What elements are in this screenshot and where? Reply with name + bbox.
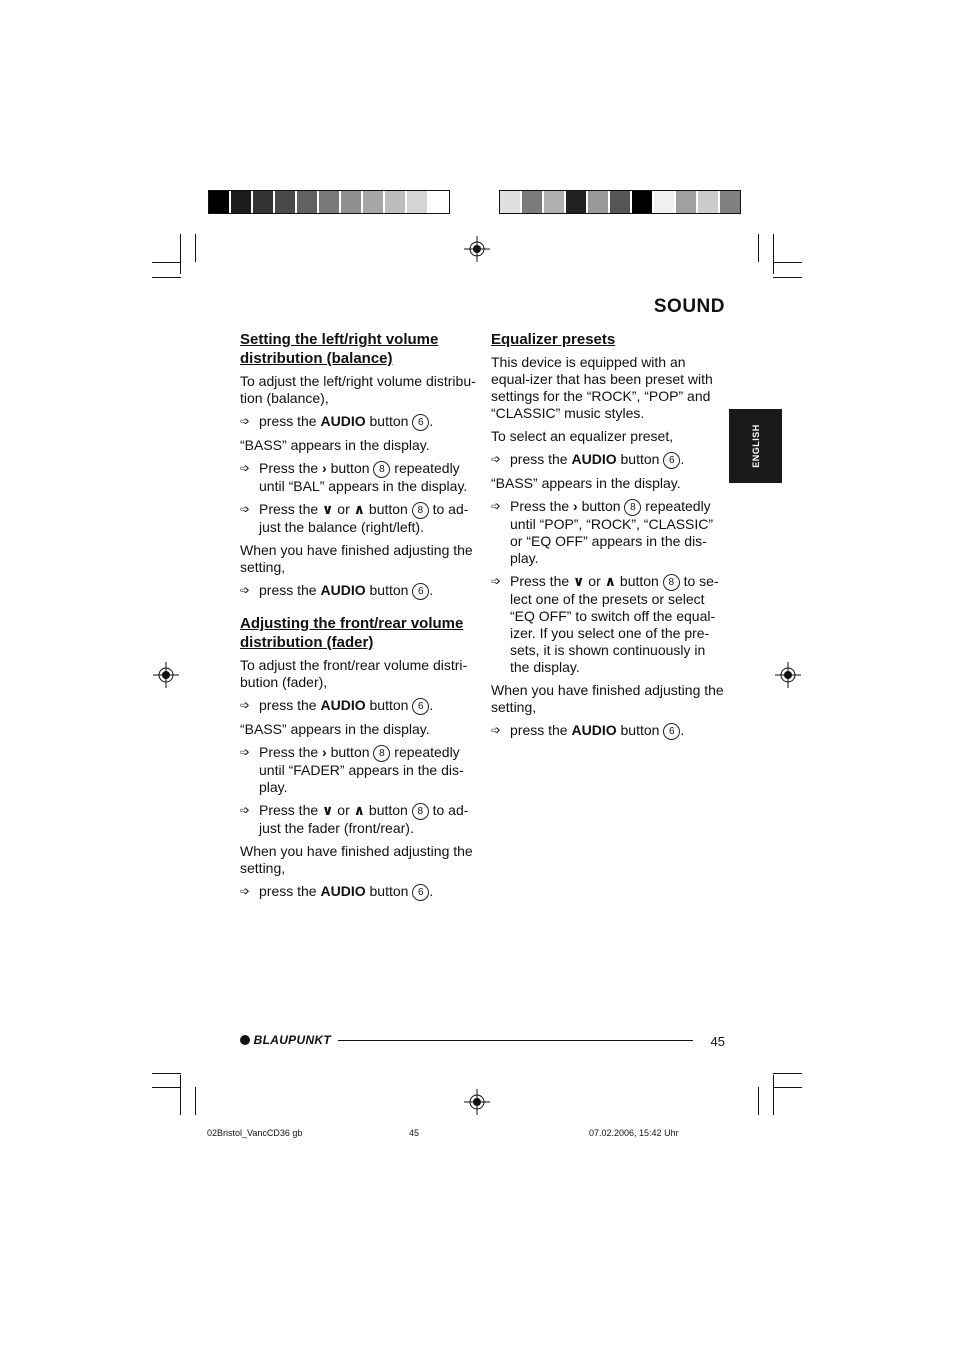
step-text: button <box>365 697 413 713</box>
button-name: AUDIO <box>320 582 366 598</box>
step-arrow-icon: ➩ <box>240 461 251 475</box>
step-arrow-icon: ➩ <box>240 884 251 898</box>
step-arrow-icon: ➩ <box>491 499 502 513</box>
button-number-badge: 8 <box>412 803 429 820</box>
step-text: button <box>616 451 664 467</box>
paragraph: When you have finished adjusting the setting, <box>240 843 473 876</box>
step-text: button <box>365 582 413 598</box>
crop-mark <box>152 1073 181 1074</box>
instruction-step <box>491 573 727 676</box>
instruction-step <box>240 501 476 536</box>
logo-dot-icon <box>240 1035 250 1045</box>
print-meta-page: 45 <box>409 1128 420 1138</box>
step-text: button <box>326 744 374 760</box>
color-bar-right <box>499 190 741 214</box>
button-number-badge: 8 <box>624 499 641 516</box>
crop-mark <box>195 234 196 262</box>
step-arrow-icon: ➩ <box>240 414 251 428</box>
swatch <box>297 191 319 213</box>
button-number-badge: 6 <box>412 698 429 715</box>
swatch <box>566 191 588 213</box>
button-name: AUDIO <box>571 722 617 738</box>
step-text: button <box>365 802 412 818</box>
swatch <box>385 191 407 213</box>
button-number-badge: 8 <box>412 502 429 519</box>
instruction-step <box>491 498 727 567</box>
paragraph: To adjust the front/rear volume distri-bution (fader), <box>240 657 468 690</box>
crop-mark <box>773 234 774 274</box>
crop-mark <box>180 234 181 274</box>
instruction-step <box>240 883 476 901</box>
step-text: press the <box>259 697 321 713</box>
button-number-badge: 6 <box>412 583 429 600</box>
print-meta-file: 02Bristol_VancCD36 gb <box>207 1128 303 1138</box>
step-text: press the <box>510 451 572 467</box>
step-text: button <box>577 498 625 514</box>
swatch <box>429 191 449 213</box>
swatch <box>544 191 566 213</box>
swatch <box>698 191 720 213</box>
step-text: Press the <box>259 802 323 818</box>
crop-mark <box>773 277 802 278</box>
up-arrow-icon: ∧ <box>353 501 366 517</box>
step-text: button <box>616 722 664 738</box>
step-text: Press the <box>259 460 323 476</box>
button-number-badge: 8 <box>663 574 680 591</box>
swatch <box>275 191 297 213</box>
right-arrow-icon: › <box>322 744 327 760</box>
paragraph: “BASS” appears in the display. <box>240 721 430 737</box>
right-arrow-icon: › <box>322 460 327 476</box>
paragraph: To adjust the left/right volume distribu-tion (balance), <box>240 373 476 406</box>
button-name: AUDIO <box>320 413 366 429</box>
step-arrow-icon: ➩ <box>240 698 251 712</box>
brand-logo <box>240 1033 331 1047</box>
crop-mark <box>773 262 802 263</box>
print-meta-date: 07.02.2006, 15:42 Uhr <box>589 1128 679 1138</box>
instruction-step <box>240 697 476 715</box>
step-text: . <box>429 413 434 429</box>
page-number: 45 <box>710 1034 725 1049</box>
step-arrow-icon: ➩ <box>240 583 251 597</box>
down-arrow-icon: ∨ <box>573 573 585 589</box>
step-arrow-icon: ➩ <box>491 723 502 737</box>
button-number-badge: 6 <box>412 414 429 431</box>
step-text: or <box>333 802 354 818</box>
step-arrow-icon: ➩ <box>240 803 251 817</box>
instruction-step <box>240 744 476 796</box>
crop-mark <box>152 277 181 278</box>
step-text: to ad-just the fader (front/rear). <box>259 802 469 836</box>
crop-mark <box>195 1087 196 1115</box>
crop-mark <box>180 1075 181 1115</box>
brand-name: BLAUPUNKT <box>253 1033 332 1047</box>
instruction-step <box>240 582 476 600</box>
swatch <box>407 191 429 213</box>
step-arrow-icon: ➩ <box>491 574 502 588</box>
step-text: . <box>680 451 685 467</box>
swatch <box>522 191 544 213</box>
crop-mark <box>758 234 759 262</box>
crop-mark <box>773 1075 774 1115</box>
swatch <box>363 191 385 213</box>
swatch <box>253 191 275 213</box>
paragraph: When you have finished adjusting the setting, <box>491 682 724 715</box>
instruction-step <box>240 413 476 431</box>
step-text: to se-lect one of the presets or select “EQ OFF” to switch off the equal-izer. If you select one of the pre-sets, it is shown continuously in the display. <box>510 573 719 675</box>
paragraph: This device is equipped with an equal-izer that has been preset with settings for the “ROCK”, “POP” and “CLASSIC” music styles. <box>491 354 713 421</box>
swatch <box>610 191 632 213</box>
step-text: . <box>429 883 434 899</box>
swatch <box>500 191 522 213</box>
button-name: AUDIO <box>571 451 617 467</box>
step-arrow-icon: ➩ <box>491 452 502 466</box>
button-name: AUDIO <box>320 697 366 713</box>
step-text: press the <box>259 883 321 899</box>
registration-mark-icon <box>775 662 801 688</box>
section-heading: Setting the left/right volume distribution (balance) <box>240 331 439 367</box>
registration-mark-icon <box>464 236 490 262</box>
paragraph: To select an equalizer preset, <box>491 428 674 444</box>
step-arrow-icon: ➩ <box>240 502 251 516</box>
button-number-badge: 6 <box>663 452 680 469</box>
button-number-badge: 8 <box>373 461 390 478</box>
step-text: button <box>365 413 413 429</box>
step-text: Press the <box>510 573 574 589</box>
registration-mark-icon <box>153 662 179 688</box>
instruction-step <box>491 451 727 469</box>
step-text: press the <box>510 722 572 738</box>
column-left <box>240 330 476 907</box>
paragraph: “BASS” appears in the display. <box>491 475 681 491</box>
down-arrow-icon: ∨ <box>322 501 334 517</box>
paragraph: When you have finished adjusting the setting, <box>240 542 473 575</box>
swatch <box>676 191 698 213</box>
button-number-badge: 6 <box>663 723 680 740</box>
swatch <box>654 191 676 213</box>
color-bar-left <box>208 190 450 214</box>
column-right <box>491 330 727 746</box>
swatch <box>632 191 654 213</box>
instruction-step <box>240 460 476 495</box>
step-text: press the <box>259 413 321 429</box>
swatch <box>231 191 253 213</box>
step-text: or <box>584 573 605 589</box>
step-text: press the <box>259 582 321 598</box>
section-heading: Adjusting the front/rear volume distribution (fader) <box>240 615 464 651</box>
right-arrow-icon: › <box>573 498 578 514</box>
step-text: Press the <box>259 501 323 517</box>
registration-mark-icon <box>464 1089 490 1115</box>
button-number-badge: 6 <box>412 884 429 901</box>
language-tab <box>729 409 782 483</box>
step-text: repeatedly until “FADER” appears in the dis-play. <box>259 744 464 795</box>
step-text: button <box>616 573 663 589</box>
swatch <box>209 191 231 213</box>
section-heading: Equalizer presets <box>491 331 616 348</box>
step-text: repeatedly until “BAL” appears in the display. <box>259 460 468 494</box>
step-text: . <box>429 582 434 598</box>
up-arrow-icon: ∧ <box>353 802 366 818</box>
step-text: repeatedly until “POP”, “ROCK”, “CLASSIC” or “EQ OFF” appears in the dis-play. <box>510 498 714 566</box>
language-tab-label: ENGLISH <box>750 424 761 468</box>
step-text: button <box>365 501 412 517</box>
paragraph: “BASS” appears in the display. <box>240 437 430 453</box>
button-name: AUDIO <box>320 883 366 899</box>
instruction-step <box>240 802 476 837</box>
down-arrow-icon: ∨ <box>322 802 334 818</box>
step-text: . <box>680 722 685 738</box>
button-number-badge: 8 <box>373 745 390 762</box>
crop-mark <box>773 1087 802 1088</box>
crop-mark <box>773 1073 802 1074</box>
crop-mark <box>152 262 181 263</box>
step-text: button <box>326 460 374 476</box>
instruction-step <box>491 722 727 740</box>
footer-rule <box>338 1040 693 1041</box>
up-arrow-icon: ∧ <box>604 573 617 589</box>
crop-mark <box>758 1087 759 1115</box>
step-text: button <box>365 883 413 899</box>
page-title: SOUND <box>653 296 725 317</box>
crop-mark <box>152 1087 181 1088</box>
step-text: to ad-just the balance (right/left). <box>259 501 469 535</box>
step-text: or <box>333 501 354 517</box>
swatch <box>720 191 740 213</box>
step-text: . <box>429 697 434 713</box>
step-text: Press the <box>259 744 323 760</box>
step-text: Press the <box>510 498 574 514</box>
swatch <box>341 191 363 213</box>
step-arrow-icon: ➩ <box>240 745 251 759</box>
swatch <box>319 191 341 213</box>
swatch <box>588 191 610 213</box>
